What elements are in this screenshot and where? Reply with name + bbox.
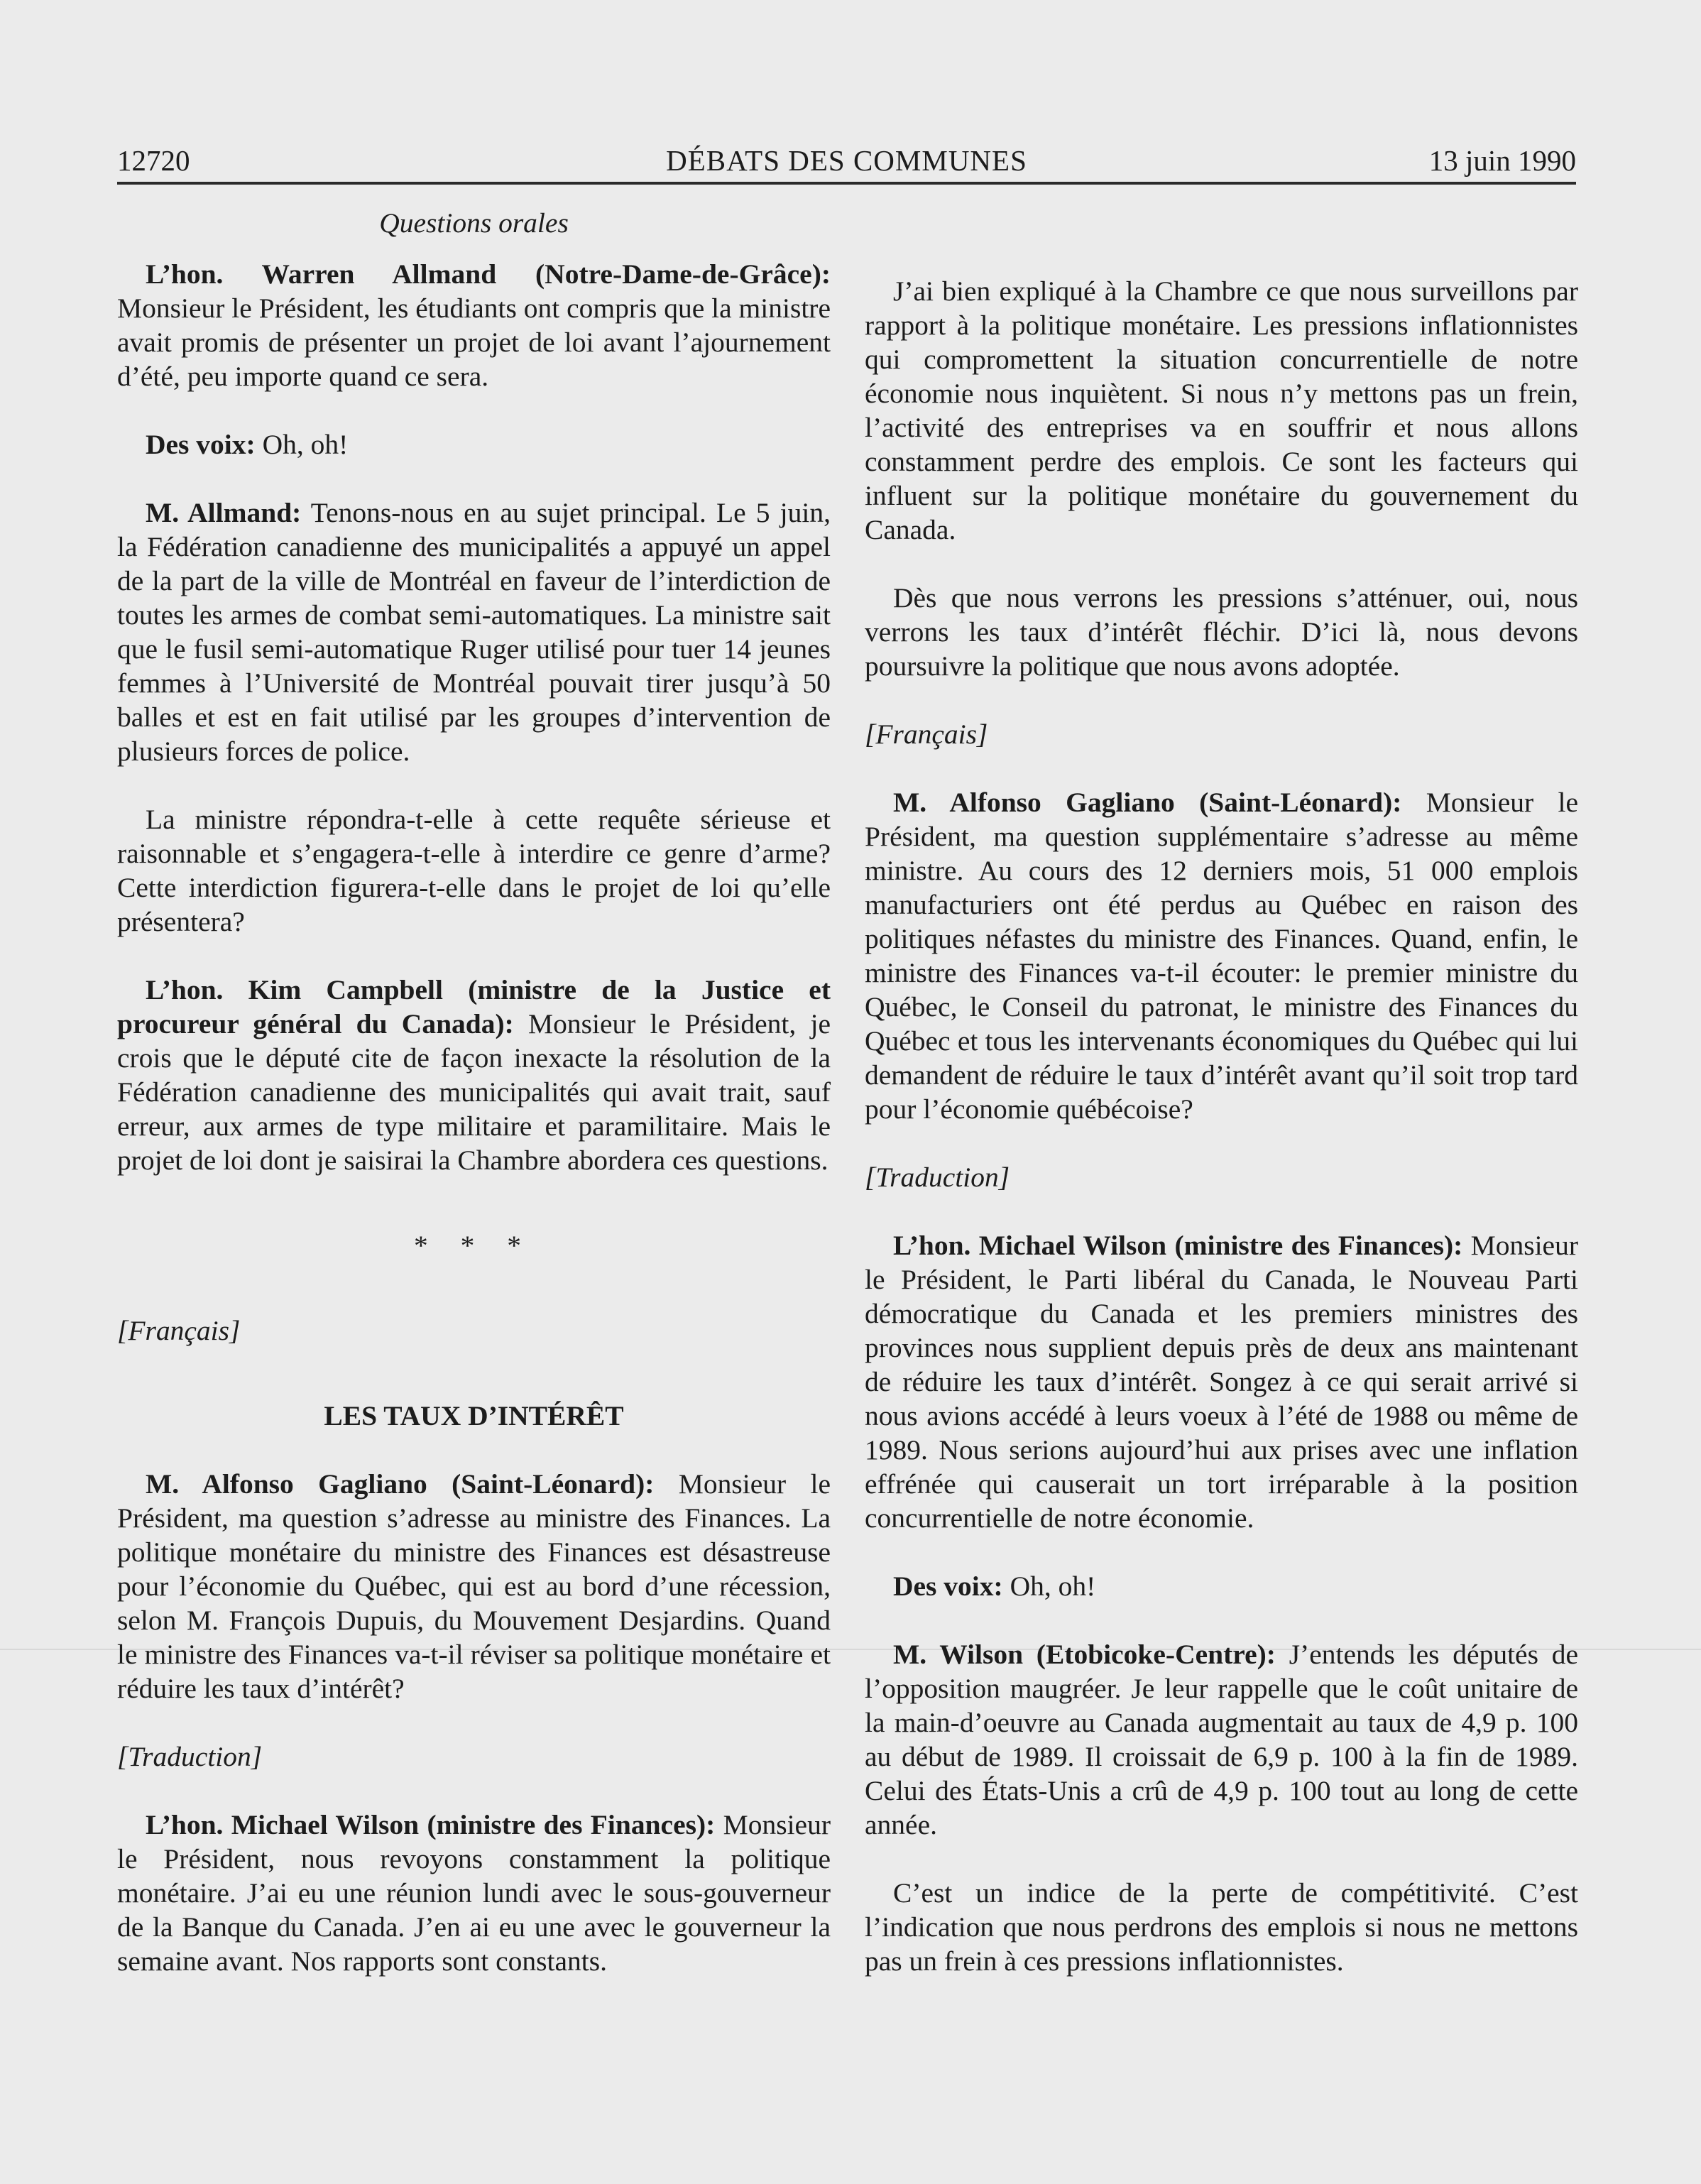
speaker: Des voix:: [146, 429, 256, 460]
paragraph-allmand-2: [117, 496, 831, 768]
right-column: [865, 274, 1578, 1978]
translation-tag: [Traduction]: [865, 1162, 1010, 1193]
section-title: Questions orales: [379, 207, 569, 239]
speaker: M. Alfonso Gagliano (Saint-Léonard):: [893, 787, 1402, 818]
speech: J’entends les députés de l’opposition maugréer. Je leur rappelle que le coût unitaire de la main-d’oeuvre au Canada augmentait au taux de 4,9 p. 100 au début de 1989. Il croissait de 6,9 p. 100 à la fin de 1989. Celui des États-Unis a crû de 4,9 p. 100 tout au long de cette année.: [865, 1639, 1578, 1840]
speaker: L’hon. Kim Campbell (ministre de la Justice et procureur général du Canada):: [117, 974, 831, 1039]
speech: Monsieur le Président, ma question s’adresse au ministre des Finances. La politique monétaire du ministre des Finances est désastreuse pour l’économie du Québec, qui est au bord d’une récession, selon M. François Dupuis, du Mouvement Desjardins. Quand le ministre des Finances va-t-il réviser sa politique monétaire et réduire les taux d’intérêt?: [117, 1468, 831, 1704]
speech: Oh, oh!: [1002, 1571, 1096, 1602]
publication-title: DÉBATS DES COMMUNES: [666, 144, 1027, 177]
page-header: [117, 139, 1576, 185]
paragraph-wilson-3: Dès que nous verrons les pressions s’atténuer, oui, nous verrons les taux d’intérêt fléchir. D’ici là, nous devons poursuivre la politique que nous avons adoptée.: [865, 582, 1578, 682]
paragraph-wilson-2: J’ai bien expliqué à la Chambre ce que nous surveillons par rapport à la politique monétaire. Les pressions inflationnistes qui compromettent la situation concurrentielle de notre économie nous inquiètent. Si nous n’y mettons pas un frein, l’activité des entreprises va en souffrir et nous allons constamment perdre des emplois. Ce sont les facteurs qui influent sur la politique monétaire du gouvernement du Canada.: [865, 275, 1578, 545]
translation-tag: [Traduction]: [117, 1741, 263, 1772]
left-column: [117, 206, 831, 1978]
speech: Oh, oh!: [255, 429, 349, 460]
language-tag: [Français]: [117, 1315, 241, 1346]
section-separator: * * *: [414, 1230, 534, 1261]
speaker: M. Alfonso Gagliano (Saint-Léonard):: [146, 1468, 655, 1500]
paragraph-wilson-6: C’est un indice de la perte de compétitivité. C’est l’indication que nous perdrons des emplois si nous ne mettons pas un frein à ces pressions inflationnistes.: [865, 1877, 1578, 1977]
speaker: Des voix:: [893, 1571, 1003, 1602]
speaker: L’hon. Michael Wilson (ministre des Finances):: [893, 1230, 1463, 1261]
paragraph-allmand-1: [117, 257, 831, 393]
paragraph-wilson-4: [865, 1228, 1578, 1535]
speech: Tenons-nous en au sujet principal. Le 5 juin, la Fédération canadienne des municipalités a appuyé un appel de la part de la ville de Montréal en faveur de l’interdiction de toutes les armes de combat semi-automatiques. La ministre sait que le fusil semi-automatique Ruger utilisé pour tuer 14 jeunes femmes à l’Université de Montréal pouvait tirer jusqu’à 50 balles et est en fait utilisé par les groupes d’intervention de plusieurs forces de police.: [117, 497, 831, 767]
paragraph-gagliano-2: [865, 785, 1578, 1126]
speech: Monsieur le Président, ma question supplémentaire s’adresse au même ministre. Au cours des 12 derniers mois, 51 000 emplois manufacturiers ont été perdus au Québec en raison des politiques néfastes du ministre des Finances. Quand, enfin, le ministre des Finances va-t-il écouter: le premier ministre du Québec, le Conseil du patronat, le ministre des Finances du Québec et tous les intervenants économiques du Québec qui lui demandent de réduire le taux d’intérêt avant qu’il soit trop tard pour l’économie québécoise?: [865, 787, 1578, 1125]
paragraph-campbell: [117, 973, 831, 1177]
paragraph-voices-2: [865, 1569, 1578, 1603]
speech: Monsieur le Président, je crois que le député cite de façon inexacte la résolution de la Fédération canadienne des municipalités qui avait trait, sauf erreur, aux armes de type militaire et paramilitaire. Mais le projet de loi dont je saisirai la Chambre abordera ces questions.: [117, 1008, 831, 1176]
paragraph-voices-1: [117, 427, 831, 462]
page-number: 12720: [117, 144, 190, 177]
language-tag: [Français]: [865, 719, 988, 750]
paragraph-gagliano-1: [117, 1467, 831, 1705]
speech: Monsieur le Président, nous revoyons constamment la politique monétaire. J’ai eu une réunion lundi avec le sous-gouverneur de la Banque du Canada. J’en ai eu une avec le gouverneur la semaine avant. Nos rapports sont constants.: [117, 1809, 831, 1977]
speech: Monsieur le Président, le Parti libéral du Canada, le Nouveau Parti démocratique du Canada et les premiers ministres des provinces nous supplient depuis près de deux ans maintenant de réduire les taux d’intérêt. Songez à ce qui serait arrivé si nous avions accédé à leurs voeux à l’été de 1988 ou même de 1989. Nous serions aujourd’hui aux prises avec une inflation effrénée qui causerait un tort irréparable à la position concurrentielle de notre économie.: [865, 1230, 1578, 1534]
speech: Monsieur le Président, les étudiants ont compris que la ministre avait promis de présenter un projet de loi avant l’ajournement d’été, peu importe quand ce sera.: [117, 293, 831, 392]
speaker: L’hon. Michael Wilson (ministre des Finances):: [146, 1809, 716, 1840]
speaker: M. Allmand:: [146, 497, 302, 528]
speaker: M. Wilson (Etobicoke-Centre):: [893, 1639, 1276, 1670]
paragraph-wilson-1: [117, 1808, 831, 1978]
section-heading: LES TAUX D’INTÉRÊT: [324, 1400, 624, 1431]
speaker: L’hon. Warren Allmand (Notre-Dame-de-Grâce):: [146, 258, 831, 290]
publication-date: 13 juin 1990: [1428, 144, 1576, 177]
paragraph-allmand-3: La ministre répondra-t-elle à cette requête sérieuse et raisonnable et s’engagera-t-elle à interdire ce genre d’arme? Cette interdiction figurera-t-elle dans le projet de loi qu’elle présentera?: [117, 804, 831, 937]
paragraph-wilson-5: [865, 1637, 1578, 1842]
